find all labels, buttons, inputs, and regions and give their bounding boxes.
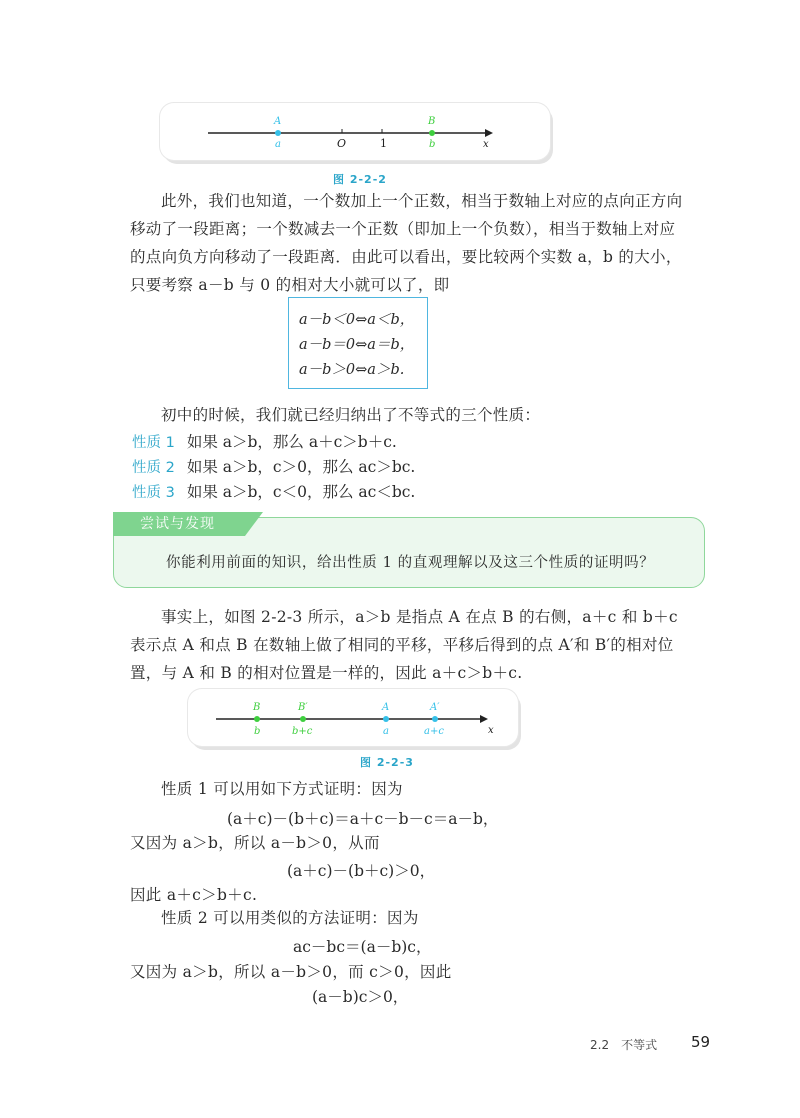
try-discover-text: 你能利用前面的知识，给出性质 1 的直观理解以及这三个性质的证明吗？ xyxy=(166,555,655,571)
figure-2-2-3 xyxy=(188,689,518,746)
figure-2-2-2 xyxy=(160,103,550,160)
proof-1-intro: 性质 1 可以用如下方式证明：因为 xyxy=(161,780,403,798)
property-2-label: 性质 2 xyxy=(132,460,175,476)
point-b-prime xyxy=(300,716,306,722)
axis-label: x xyxy=(483,139,489,150)
point-b xyxy=(429,130,435,136)
footer-section: 2.2 不等式 xyxy=(590,1038,658,1052)
proof-1-equation-1: (a＋c)－(b＋c)＝a＋c－b－c＝a－b， xyxy=(227,810,499,828)
proof-2-intro: 性质 2 可以用类似的方法证明：因为 xyxy=(161,909,419,927)
number-line-2 xyxy=(188,689,518,746)
proof-1-equation-2: (a＋c)－(b＋c)＞0， xyxy=(287,862,436,880)
equivalence-2: a－b＝0⇔a＝b， xyxy=(299,337,415,353)
proof-2-line-2: 又因为 a＞b，所以 a－b＞0，而 c＞0，因此 xyxy=(130,963,452,981)
one-label: 1 xyxy=(380,137,387,150)
proof-2-equation-1: ac－bc＝(a－b)c， xyxy=(293,938,432,956)
property-1 xyxy=(132,430,397,452)
axis-arrow xyxy=(485,129,493,137)
point-b-top: B xyxy=(253,702,261,713)
point-b-top: B xyxy=(428,116,436,127)
properties-intro: 初中的时候，我们就已经归纳出了不等式的三个性质： xyxy=(161,406,541,424)
proof-1-line-2: 又因为 a＞b，所以 a－b＞0，从而 xyxy=(130,834,380,852)
axis-arrow xyxy=(480,715,488,723)
property-1-label: 性质 1 xyxy=(132,435,175,451)
figure-caption-1: 图 2-2-2 xyxy=(333,173,387,186)
proof-1-conclusion: 因此 a＋c＞b＋c. xyxy=(130,886,258,904)
property-3-label: 性质 3 xyxy=(132,485,175,501)
paragraph-2: 事实上，如图 2-2-3 所示，a＞b 是指点 A 在点 B 的右侧，a＋c 和 b＋c 表示点 A 和点 B 在数轴上做了相同的平移，平移后得到的点 A′和 B′的相对位置，与 A 和 B 的相对位置是一样的，因此 a＋c＞b＋c. xyxy=(130,608,678,682)
point-a-bottom: a xyxy=(383,726,389,737)
point-b-prime-bottom: b+c xyxy=(292,726,313,737)
proof-2-equation-2: (a－b)c＞0， xyxy=(312,988,409,1006)
paragraph-1: 此外，我们也知道，一个数加上一个正数，相当于数轴上对应的点向正方向移动了一段距离；一个数减去一个正数（即加上一个负数），相当于数轴上对应的点向负方向移动了一段距离．由此可以看出，要比较两个实数 a，b 的大小，只要考察 a－b 与 0 的相对大小就可以了，即 xyxy=(130,192,683,294)
point-a-bottom: a xyxy=(275,139,281,150)
point-b xyxy=(254,716,260,722)
property-2 xyxy=(132,455,415,477)
property-3-text: 如果 a＞b，c＜0，那么 ac＜bc. xyxy=(186,483,416,501)
number-line-1 xyxy=(160,103,550,160)
point-a-top: A xyxy=(274,116,282,127)
try-discover-title: 尝试与发现 xyxy=(140,516,215,532)
point-b-prime-top: B′ xyxy=(298,702,308,713)
point-a-prime-bottom: a+c xyxy=(424,726,444,737)
point-a xyxy=(275,130,281,136)
point-b-bottom: b xyxy=(429,139,436,150)
equivalence-3: a－b＞0⇔a＞b. xyxy=(299,362,405,378)
origin-label: O xyxy=(337,137,347,150)
point-a xyxy=(383,716,389,722)
point-a-prime-top: A′ xyxy=(430,702,440,713)
figure-caption-2: 图 2-2-3 xyxy=(360,756,414,769)
point-a-prime xyxy=(432,716,438,722)
page-number: 59 xyxy=(691,1033,711,1051)
property-3 xyxy=(132,480,415,502)
axis-label: x xyxy=(488,725,494,736)
point-b-bottom: b xyxy=(254,726,261,737)
property-1-text: 如果 a＞b，那么 a＋c＞b＋c. xyxy=(186,433,397,451)
point-a-top: A xyxy=(382,702,390,713)
equivalence-1: a－b＜0⇔a＜b， xyxy=(299,312,415,328)
equivalence-box xyxy=(288,297,428,389)
property-2-text: 如果 a＞b，c＞0，那么 ac＞bc. xyxy=(186,458,416,476)
